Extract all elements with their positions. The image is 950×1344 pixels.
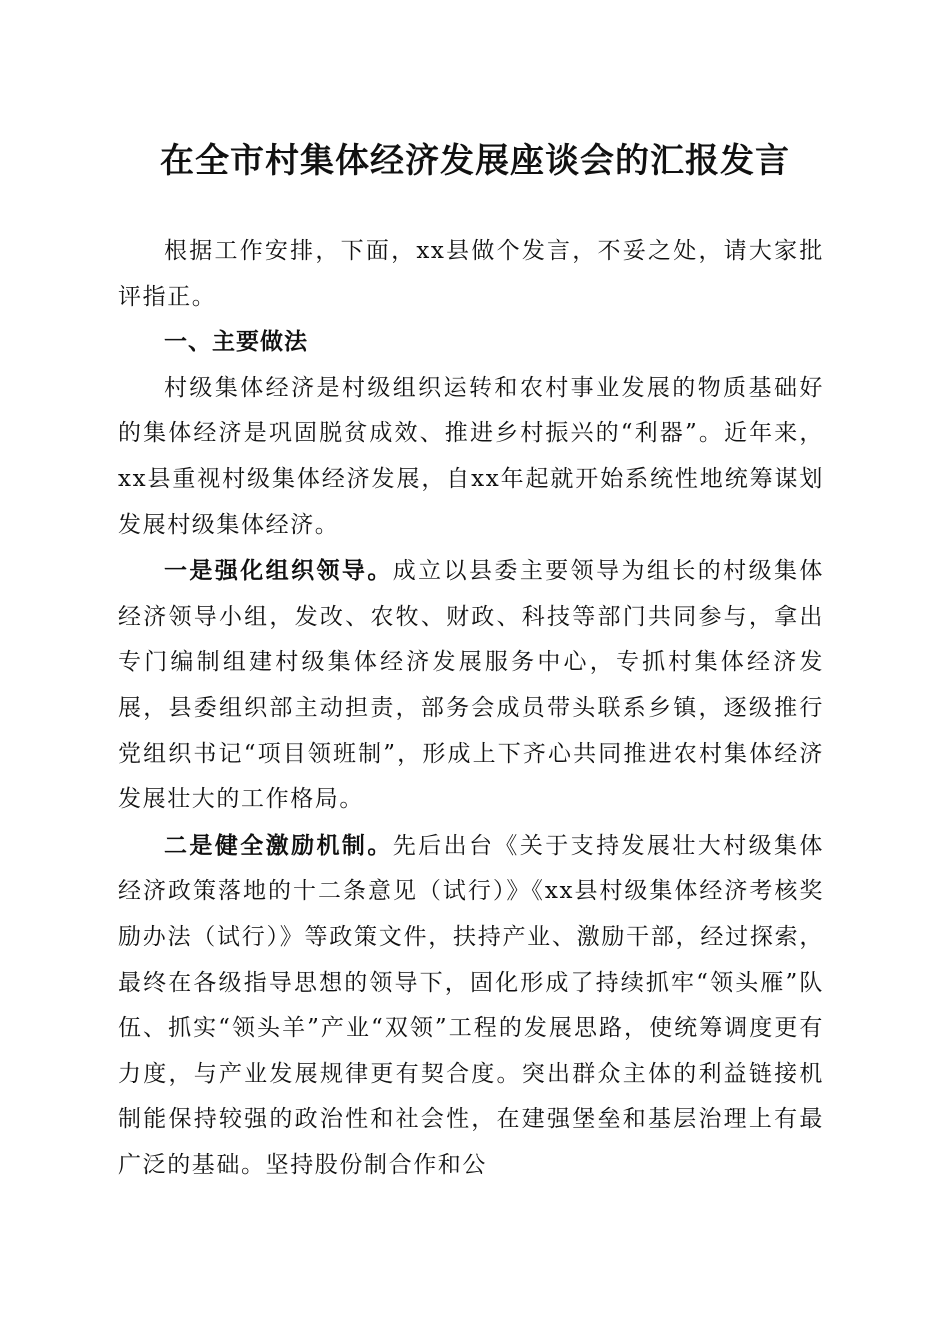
document-title: 在全市村集体经济发展座谈会的汇报发言: [160, 141, 790, 181]
point-1-lead: 一是强化组织领导。: [164, 557, 393, 585]
point-paragraph-1: [118, 548, 824, 823]
section-paragraph: 村级集体经济是村级组织运转和农村事业发展的物质基础好的集体经济是巩固脱贫成效、推进乡村振兴的“利器”。近年来，xx县重视村级集体经济发展，自xx年起就开始系统性地统筹谋划发展村级集体经济。: [118, 374, 824, 538]
point-2-lead: 二是健全激励机制。: [164, 831, 393, 859]
point-2-text: 先后出台《关于支持发展壮大村级集体经济政策落地的十二条意见（试行）》《xx县村级集体经济考核奖励办法（试行）》等政策文件，扶持产业、激励干部，经过探索，最终在各级指导思想的领导下，固化形成了持续抓牢“领头雁”队伍、抓实“领头羊”产业“双领”工程的发展思路，使统筹调度更有力度，与产业发展规律更有契合度。突出群众主体的利益链接机制能保持较强的政治性和社会性，在建强堡垒和基层治理上有最广泛的基础。坚持股份制合作和公: [118, 832, 824, 1178]
point-1-text: 成立以县委主要领导为组长的村级集体经济领导小组，发改、农牧、财政、科技等部门共同参与，拿出专门编制组建村级集体经济发展服务中心，专抓村集体经济发展，县委组织部主动担责，部务会成员带头联系乡镇，逐级推行党组织书记“项目领班制”，形成上下齐心共同推进农村集体经济发展壮大的工作格局。: [118, 558, 824, 813]
point-paragraph-2: [118, 823, 824, 1189]
section-heading: 一、主要做法: [164, 329, 308, 356]
document-body: [118, 229, 824, 1188]
intro-paragraph: 根据工作安排，下面，xx县做个发言，不妥之处，请大家批评指正。: [118, 238, 824, 310]
